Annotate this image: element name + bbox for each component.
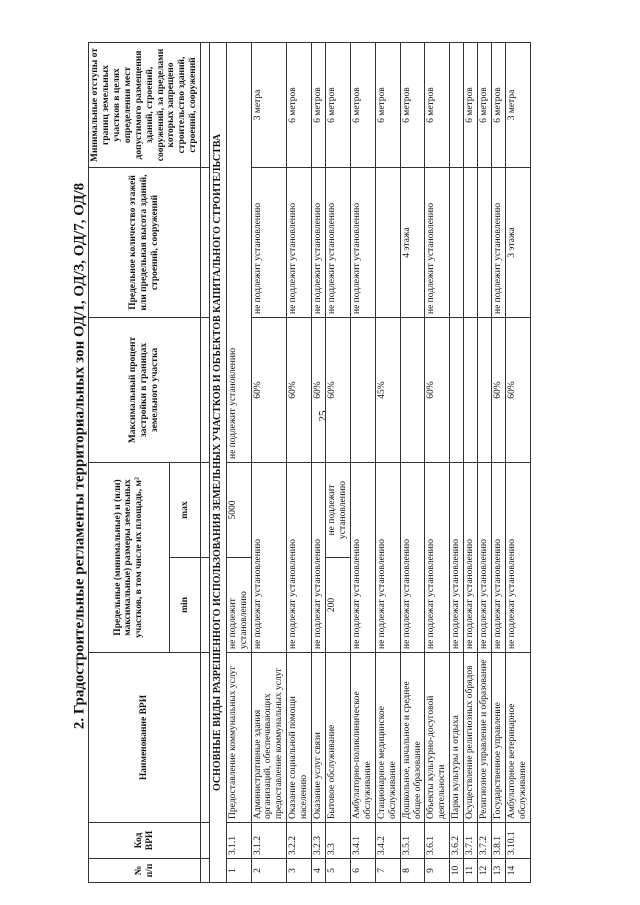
row-setback: 6 метров	[464, 43, 478, 168]
row-code: 3.1.1	[226, 823, 251, 859]
header-code: Код ВРИ	[89, 823, 201, 859]
row-setback: 6 метров	[350, 43, 375, 168]
header-floors: Предельное количество этажей или предельная высота зданий, строений, сооружений	[89, 168, 201, 318]
table-row	[425, 43, 450, 883]
row-area: не подлежат установлению	[350, 463, 375, 653]
row-floors: не подлежит установлению	[350, 168, 375, 318]
row-percent: 60%	[251, 318, 287, 463]
row-code: 3.5.1	[400, 823, 425, 859]
row-percent: 60%	[287, 318, 312, 463]
row-name: Дошкольное, начальное и среднее общее образование	[400, 653, 425, 823]
row-area: не подлежат установлению	[464, 463, 478, 653]
table-row	[478, 43, 492, 883]
header-max: max	[169, 463, 200, 558]
row-percent	[350, 318, 375, 463]
row-setback: 6 метров	[326, 43, 351, 168]
row-num: 2	[251, 859, 287, 883]
row-code: 3.6.1	[425, 823, 450, 859]
row-setback: 3 метра	[251, 43, 287, 168]
table-row	[350, 43, 375, 883]
row-floors: не подлежит установлению	[312, 168, 326, 318]
row-name: Парки культуры и отдыха	[450, 653, 464, 823]
row-code: 3.10.1	[506, 823, 531, 859]
row-area: не подлежат установлению	[450, 463, 464, 653]
header-num: № п/п	[89, 859, 201, 883]
row-min: не подлежит установлению	[226, 558, 251, 653]
row-floors	[464, 168, 478, 318]
table-row	[326, 43, 351, 883]
row-name: Стационарное медицинское обслуживание	[375, 653, 400, 823]
row-area: не подлежат установлению	[287, 463, 312, 653]
row-max: 5000	[226, 463, 251, 558]
row-percent: 60%	[312, 318, 326, 463]
row-num: 11	[464, 859, 478, 883]
row-code: 3.4.1	[350, 823, 375, 859]
row-percent: 60%	[326, 318, 351, 463]
row-name: Амбулаторно-поликлиническое обслуживание	[350, 653, 375, 823]
table-row	[251, 43, 287, 883]
row-name: Амбулаторное ветеринарное обслуживание	[506, 653, 531, 823]
row-num: 10	[450, 859, 464, 883]
row-percent: 60%	[425, 318, 450, 463]
row-percent	[450, 318, 464, 463]
row-area: не подлежат установлению	[375, 463, 400, 653]
row-percent: не подлежит установлению	[226, 43, 251, 463]
row-setback: 3 метра	[506, 43, 531, 168]
row-name: Оказание социальной помощи населению	[287, 653, 312, 823]
blank-row	[201, 43, 210, 883]
row-code: 3.7.2	[478, 823, 492, 859]
header-row	[89, 43, 170, 883]
row-percent	[478, 318, 492, 463]
row-floors: не подлежит установлению	[492, 168, 506, 318]
row-floors: не подлежит установлению	[326, 168, 351, 318]
row-floors: не подлежит установлению	[251, 168, 287, 318]
header-name: Наименование ВРИ	[89, 653, 201, 823]
row-floors: 3 этажа	[506, 168, 531, 318]
row-num: 12	[478, 859, 492, 883]
section-title: ОСНОВНЫЕ ВИДЫ РАЗРЕШЕННОГО ИСПОЛЬЗОВАНИЯ ЗЕМЕЛЬНЫХ УЧАСТКОВ И ОБЪЕКТОВ КАПИТАЛЬНОГО СТРОИТЕЛЬСТВА	[210, 43, 227, 883]
table-row	[287, 43, 312, 883]
row-percent: 60%	[506, 318, 531, 463]
row-setback: 6 метров	[312, 43, 326, 168]
header-setback: Минимальные отступы от границ земельных участков в целях определения мест допустимого размещения зданий, строений, сооружений, за пределами которых запрещено строительство зданий, строений, сооружений	[89, 43, 201, 168]
row-min: 200	[326, 558, 351, 653]
header-min: min	[169, 558, 200, 653]
table-row	[450, 43, 464, 883]
row-num: 9	[425, 859, 450, 883]
row-area: не подлежат установлению	[312, 463, 326, 653]
row-code: 3.3	[326, 823, 351, 859]
table-row	[226, 43, 251, 883]
row-setback: 6 метров	[400, 43, 425, 168]
row-code: 3.7.1	[464, 823, 478, 859]
row-setback: 6 метров	[375, 43, 400, 168]
row-percent: 60%	[492, 318, 506, 463]
row-num: 5	[326, 859, 351, 883]
row-area: не подлежат установлению	[492, 463, 506, 653]
row-floors: не подлежит установлению	[287, 168, 312, 318]
row-setback: 6 метров	[287, 43, 312, 168]
row-num: 3	[287, 859, 312, 883]
row-name: Религиозное управление и образование	[478, 653, 492, 823]
row-name: Оказание услуг связи	[312, 653, 326, 823]
row-floors: 4 этажа	[400, 168, 425, 318]
row-name: Государственное управление	[492, 653, 506, 823]
row-name: Бытовое обслуживание	[326, 653, 351, 823]
row-code: 3.2.2	[287, 823, 312, 859]
row-area: не подлежат установлению	[425, 463, 450, 653]
table-row	[312, 43, 326, 883]
row-code: 3.8.1	[492, 823, 506, 859]
table-row	[506, 43, 531, 883]
header-percent: Максимальный процент застройки в границах земельного участка	[89, 318, 201, 463]
row-setback: 6 метров	[425, 43, 450, 168]
row-name: Объекты культурно-досуговой деятельности	[425, 653, 450, 823]
row-num: 6	[350, 859, 375, 883]
rotated-table-container	[88, 43, 600, 883]
row-name: Осуществление религиозных обрядов	[464, 653, 478, 823]
row-percent	[464, 318, 478, 463]
row-percent: 45%	[375, 318, 400, 463]
row-max: не подлежит установлению	[326, 463, 351, 558]
row-area: не подлежат установлению	[478, 463, 492, 653]
row-num: 1	[226, 859, 251, 883]
regulations-table	[88, 42, 531, 883]
row-num: 14	[506, 859, 531, 883]
row-area: не подлежат установлению	[400, 463, 425, 653]
row-num: 7	[375, 859, 400, 883]
row-floors	[375, 168, 400, 318]
heading-text: 2. Градостроительные регламенты территориальных зон ОД/1, ОД/3, ОД/7, ОД/8	[71, 182, 88, 730]
row-floors	[450, 168, 464, 318]
row-num: 8	[400, 859, 425, 883]
page-number: 25	[317, 410, 329, 422]
row-setback	[450, 43, 464, 168]
row-name: Административные здания организаций, обеспечивающих предоставление коммунальных услуг	[251, 653, 287, 823]
row-num: 4	[312, 859, 326, 883]
row-floors: не подлежит установлению	[425, 168, 450, 318]
row-name: Предоставление коммунальных услуг	[226, 653, 251, 823]
row-code: 3.4.2	[375, 823, 400, 859]
row-code: 3.1.2	[251, 823, 287, 859]
table-row	[492, 43, 506, 883]
header-area: Предельные (минимальные) и (или) максимальные) размеры земельных участков, в том числе их площадь, м²	[89, 463, 170, 653]
row-code: 3.2.3	[312, 823, 326, 859]
row-floors	[478, 168, 492, 318]
row-area: не подлежат установлению	[251, 463, 287, 653]
row-setback: 6 метров	[492, 43, 506, 168]
section-row	[210, 43, 227, 883]
row-percent	[400, 318, 425, 463]
table-row	[375, 43, 400, 883]
row-setback: 6 метров	[478, 43, 492, 168]
row-code: 3.6.2	[450, 823, 464, 859]
row-num: 13	[492, 859, 506, 883]
table-row	[464, 43, 478, 883]
row-area: не подлежат установлению	[506, 463, 531, 653]
table-row	[400, 43, 425, 883]
